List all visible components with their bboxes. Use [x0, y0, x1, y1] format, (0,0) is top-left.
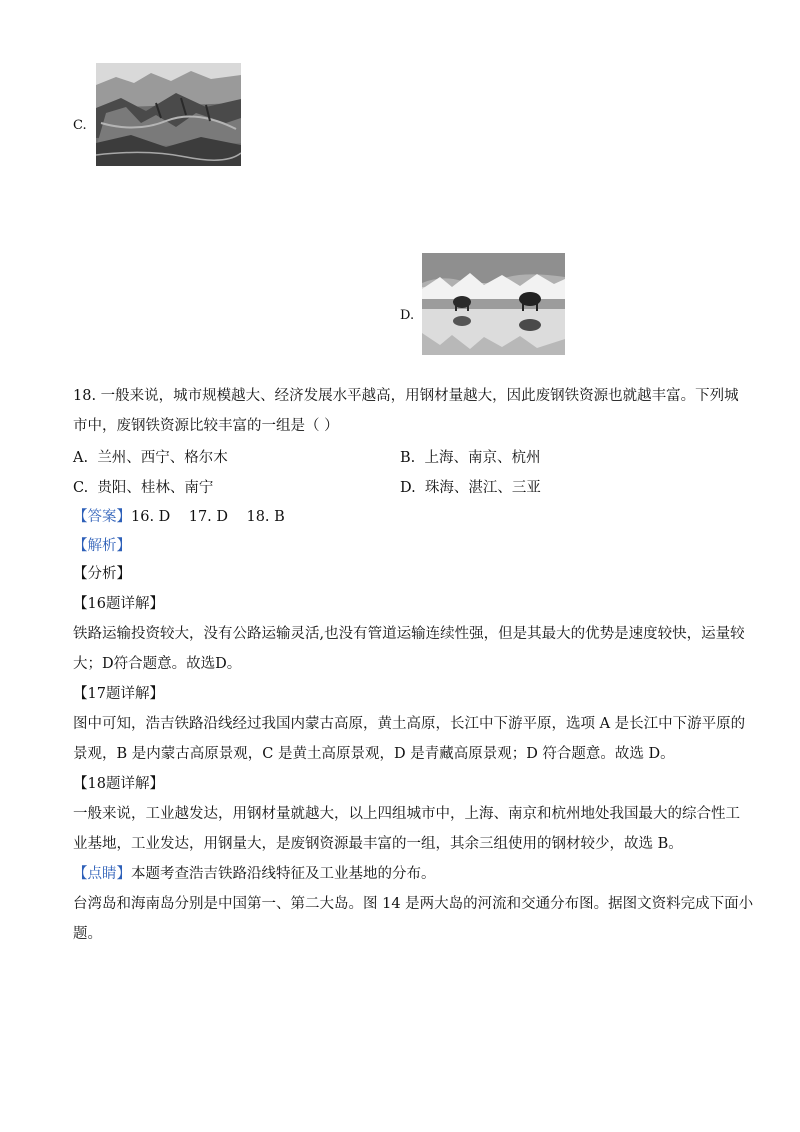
- next-intro-line2: 题。: [73, 926, 102, 942]
- q18-option-a: [73, 448, 228, 468]
- answer-16: 16. D: [131, 509, 171, 525]
- q18-detail-line1: 一般来说，工业越发达，用钢材量就越大，以上四组城市中，上海、南京和杭州地处我国最大的综合性工: [73, 806, 740, 822]
- q18-stem-line1: 18. 一般来说，城市规模越大、经济发展水平越高，用钢材量越大，因此废钢铁资源也就越丰富。下列城: [73, 388, 739, 404]
- option-key: C.: [73, 480, 89, 496]
- option-text: 珠海、湛江、三亚: [424, 480, 541, 496]
- q16-line2: 大；D符合题意。故选D。: [73, 656, 242, 672]
- q18-option-d: [400, 478, 541, 498]
- q18-stem-line2: 市中，废钢铁资源比较丰富的一组是（ ）: [73, 418, 339, 434]
- fenxi-tag: 【分析】: [73, 566, 131, 582]
- answer-17: 17. D: [188, 509, 229, 525]
- q18-option-c: [73, 478, 213, 498]
- q16-title: 【16题详解】: [73, 596, 164, 612]
- option-d-label: D.: [400, 308, 415, 323]
- loess-plateau-photo: [96, 63, 241, 166]
- option-key: A.: [73, 450, 89, 466]
- option-text: 上海、南京、杭州: [424, 450, 541, 466]
- q18-detail-title: 【18题详解】: [73, 776, 164, 792]
- answer-tag: 【答案】: [73, 509, 131, 525]
- q18-detail-line2: 业基地，工业发达，用钢量大，是废钢资源最丰富的一组，其余三组使用的钢材较少，故选 B。: [73, 836, 683, 852]
- option-key: D.: [400, 480, 416, 496]
- option-text: 兰州、西宁、格尔木: [97, 450, 228, 466]
- option-c-label: C.: [73, 118, 87, 133]
- answer-18: 18. B: [246, 509, 285, 525]
- option-key: B.: [400, 450, 416, 466]
- q17-line1: 图中可知，浩吉铁路沿线经过我国内蒙古高原，黄土高原，长江中下游平原，选项 A 是长江中下游平原的: [73, 716, 746, 732]
- q18-option-b: [400, 448, 540, 468]
- dianjing-line: [73, 864, 436, 884]
- q17-line2: 景观，B 是内蒙古高原景观，C 是黄土高原景观，D 是青藏高原景观；D 符合题意。故选 D。: [73, 746, 675, 762]
- answer-line: [73, 507, 285, 527]
- next-intro-line1: 台湾岛和海南岛分别是中国第一、第二大岛。图 14 是两大岛的河流和交通分布图。据图文资料完成下面小: [73, 896, 754, 912]
- dianjing-text: 本题考查浩吉铁路沿线特征及工业基地的分布。: [131, 866, 436, 882]
- tibetan-plateau-yaks-photo: [422, 253, 565, 355]
- option-text: 贵阳、桂林、南宁: [97, 480, 214, 496]
- analysis-tag: 【解析】: [73, 538, 131, 554]
- q16-line1: 铁路运输投资较大，没有公路运输灵活,也没有管道运输连续性强，但是其最大的优势是速度较快，运量较: [73, 626, 745, 642]
- dianjing-tag: 【点睛】: [73, 866, 131, 882]
- q17-title: 【17题详解】: [73, 686, 164, 702]
